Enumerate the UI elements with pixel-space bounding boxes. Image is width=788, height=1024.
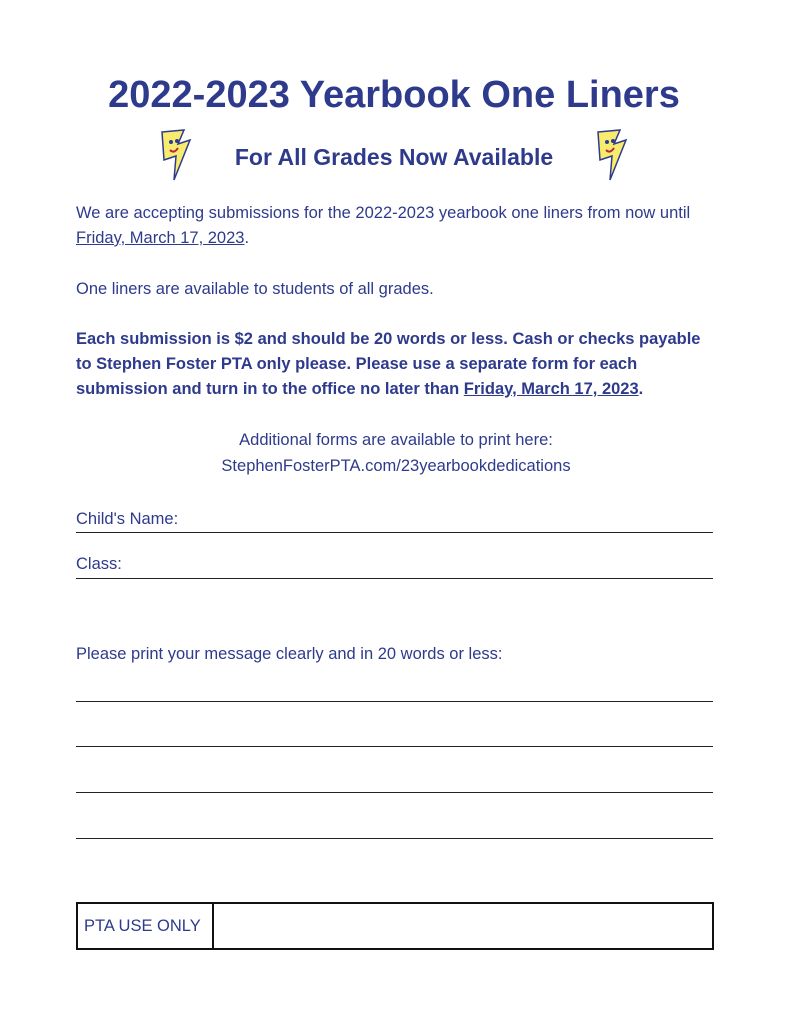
- message-line[interactable]: [76, 701, 713, 702]
- child-name-line[interactable]: [76, 532, 713, 533]
- intro-paragraph: [76, 201, 716, 251]
- lightning-mascot-icon: [590, 128, 634, 184]
- subtitle: For All Grades Now Available: [234, 144, 554, 170]
- deadline-date: Friday, March 17, 2023: [76, 229, 245, 247]
- pta-use-box: [76, 902, 714, 950]
- rules-deadline-date: Friday, March 17, 2023: [463, 380, 639, 398]
- rules-paragraph: [76, 327, 716, 402]
- message-line[interactable]: [76, 838, 713, 839]
- period: .: [244, 229, 250, 247]
- class-label: Class:: [76, 555, 122, 573]
- pta-use-label: PTA USE ONLY: [78, 904, 214, 948]
- rules-text: Each submission is $2 and should be 20 words or less. Cash or checks payable to Stephen Foster PTA only please. Please use a separate form for each submission and turn in to the office no later than: [76, 330, 701, 398]
- availability-text: One liners are available to students of all grades.: [76, 280, 434, 298]
- message-line[interactable]: [76, 792, 713, 793]
- forms-link[interactable]: StephenFosterPTA.com/23yearbookdedications: [221, 457, 571, 475]
- class-line[interactable]: [76, 578, 713, 579]
- child-name-label: Child's Name:: [76, 510, 179, 528]
- forms-line-1: Additional forms are available to print here:: [239, 431, 553, 449]
- period: .: [638, 380, 644, 398]
- message-line[interactable]: [76, 746, 713, 747]
- intro-text: We are accepting submissions for the 2022-2023 yearbook one liners from now until: [76, 204, 691, 222]
- message-prompt: Please print your message clearly and in 20 words or less:: [76, 645, 503, 663]
- page-title: 2022-2023 Yearbook One Liners: [108, 74, 680, 116]
